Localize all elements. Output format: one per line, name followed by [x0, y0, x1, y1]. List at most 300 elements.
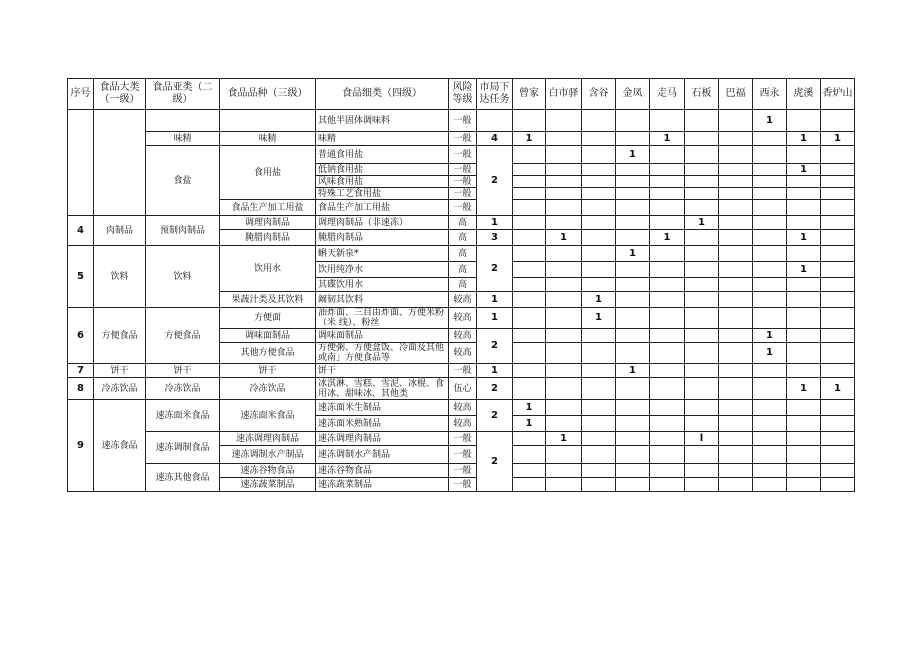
town-count-cell [787, 200, 821, 216]
risk-level-cell: 高 [449, 230, 477, 246]
town-count-cell [546, 308, 582, 329]
header-town: 走马 [650, 79, 685, 110]
category-l4-cell: 冰淇淋、雪糕、雪泥、冰棍、食用冰、甜味冰、其他类 [316, 378, 449, 400]
town-count-cell: 1 [513, 416, 546, 432]
town-count-cell [616, 110, 650, 132]
town-count-cell [719, 343, 753, 364]
risk-level-cell: 较高 [449, 400, 477, 416]
town-count-cell [582, 200, 616, 216]
town-count-cell [616, 378, 650, 400]
town-count-cell [650, 262, 685, 278]
category-l2-cell: 预制肉制品 [146, 216, 220, 246]
town-count-cell [753, 292, 787, 308]
category-l1-cell: 肉制品 [94, 216, 146, 246]
town-count-cell [513, 464, 546, 478]
town-count-cell [582, 110, 616, 132]
town-count-cell [787, 188, 821, 200]
risk-level-cell: 一般 [449, 446, 477, 464]
town-count-cell [787, 329, 821, 343]
town-count-cell [753, 278, 787, 292]
table-row [68, 432, 855, 446]
seq-cell: 5 [68, 246, 94, 308]
table-row [68, 132, 855, 146]
table-row [68, 464, 855, 478]
town-count-cell [787, 432, 821, 446]
town-count-cell [821, 329, 855, 343]
town-count-cell [719, 416, 753, 432]
risk-level-cell: 高 [449, 246, 477, 262]
category-l4-cell: 速冻面米生制品 [316, 400, 449, 416]
town-count-cell [753, 262, 787, 278]
town-count-cell [650, 308, 685, 329]
town-count-cell [513, 110, 546, 132]
town-count-cell [719, 110, 753, 132]
risk-level-cell: 一般 [449, 432, 477, 446]
town-count-cell: 1 [582, 292, 616, 308]
town-count-cell [787, 400, 821, 416]
risk-level-cell: 一般 [449, 200, 477, 216]
table-row [68, 400, 855, 416]
category-l4-cell: 速冻蔬菜制品 [316, 478, 449, 492]
town-count-cell [582, 132, 616, 146]
category-l3-cell: 速冻调理肉制品 [220, 432, 316, 446]
risk-level-cell: 较高 [449, 343, 477, 364]
town-count-cell [650, 292, 685, 308]
town-count-cell [582, 329, 616, 343]
town-count-cell [546, 416, 582, 432]
table-row [68, 308, 855, 329]
category-l3-cell: 其他方便食品 [220, 343, 316, 364]
town-count-cell [616, 132, 650, 146]
town-count-cell [719, 188, 753, 200]
town-count-cell [685, 464, 719, 478]
town-count-cell [513, 246, 546, 262]
category-l4-cell: 腌腊肉制品 [316, 230, 449, 246]
town-count-cell [787, 308, 821, 329]
category-l3-cell: 食用盐 [220, 146, 316, 200]
town-count-cell [582, 164, 616, 176]
category-l4-cell: 普通食用盐 [316, 146, 449, 164]
town-count-cell [513, 278, 546, 292]
town-count-cell [685, 378, 719, 400]
town-count-cell [685, 246, 719, 262]
town-count-cell [513, 329, 546, 343]
town-count-cell [616, 278, 650, 292]
town-count-cell [787, 292, 821, 308]
town-count-cell [546, 378, 582, 400]
town-count-cell: 1 [546, 230, 582, 246]
town-count-cell: 1 [753, 343, 787, 364]
town-count-cell [821, 343, 855, 364]
header-town: 金凤 [616, 79, 650, 110]
town-count-cell [685, 343, 719, 364]
town-count-cell [821, 364, 855, 378]
town-count-cell [719, 464, 753, 478]
category-l4-cell: 饮用纯净水 [316, 262, 449, 278]
town-count-cell [513, 200, 546, 216]
town-count-cell [513, 308, 546, 329]
town-count-cell [787, 146, 821, 164]
town-count-cell [685, 400, 719, 416]
town-count-cell: 1 [616, 246, 650, 262]
town-count-cell [546, 246, 582, 262]
town-count-cell [821, 278, 855, 292]
town-count-cell [685, 262, 719, 278]
town-count-cell [719, 230, 753, 246]
town-count-cell [753, 200, 787, 216]
town-count-cell [753, 246, 787, 262]
town-count-cell [650, 329, 685, 343]
town-count-cell [616, 176, 650, 188]
town-count-cell [753, 446, 787, 464]
category-l4-cell: 食品生产加工用盐 [316, 200, 449, 216]
town-count-cell [719, 364, 753, 378]
category-l3-cell: 速冻面米食品 [220, 400, 316, 432]
town-count-cell: 1 [616, 364, 650, 378]
category-l4-cell: 其他半固体调味料 [316, 110, 449, 132]
town-count-cell [513, 216, 546, 230]
food-sampling-task-table [67, 78, 855, 492]
risk-level-cell: 高 [449, 216, 477, 230]
town-count-cell [513, 146, 546, 164]
town-count-cell [582, 216, 616, 230]
header-category-l1: 食品大类（一级） [94, 79, 146, 110]
category-l4-cell: 速冻调理肉制品 [316, 432, 449, 446]
category-l4-cell: 风味食用盐 [316, 176, 449, 188]
table-row [68, 110, 855, 132]
town-count-cell [719, 308, 753, 329]
town-count-cell [616, 432, 650, 446]
town-count-cell [513, 446, 546, 464]
category-l1-cell: 饮料 [94, 246, 146, 308]
town-count-cell [685, 200, 719, 216]
risk-level-cell: 高 [449, 262, 477, 278]
category-l2-cell [146, 110, 220, 132]
task-count-cell: 2 [477, 329, 513, 364]
town-count-cell [719, 378, 753, 400]
town-count-cell [582, 446, 616, 464]
category-l4-cell: 油炸面、三目由炸面、方便米粉（米 线）、粉丝 [316, 308, 449, 329]
risk-level-cell: 较高 [449, 308, 477, 329]
task-count-cell [477, 110, 513, 132]
town-count-cell [685, 308, 719, 329]
town-count-cell [719, 478, 753, 492]
town-count-cell [753, 400, 787, 416]
risk-level-cell: 一般 [449, 478, 477, 492]
town-count-cell [650, 176, 685, 188]
town-count-cell [650, 200, 685, 216]
town-count-cell [753, 416, 787, 432]
category-l4-cell: 低钠食用盐 [316, 164, 449, 176]
category-l3-cell: 味精 [220, 132, 316, 146]
town-count-cell [685, 164, 719, 176]
category-l3-cell: 速冻蔬菜制品 [220, 478, 316, 492]
table-row [68, 246, 855, 262]
town-count-cell [650, 146, 685, 164]
town-count-cell [753, 378, 787, 400]
town-count-cell [719, 432, 753, 446]
town-count-cell [513, 432, 546, 446]
town-count-cell: 1 [787, 378, 821, 400]
town-count-cell [787, 278, 821, 292]
category-l4-cell: 调理肉制品（非速冻） [316, 216, 449, 230]
town-count-cell: 1 [546, 432, 582, 446]
town-count-cell: 1 [787, 230, 821, 246]
town-count-cell [821, 416, 855, 432]
town-count-cell [719, 200, 753, 216]
table-row [68, 378, 855, 400]
town-count-cell [546, 132, 582, 146]
town-count-cell [719, 176, 753, 188]
category-l4-cell: 饼干 [316, 364, 449, 378]
risk-level-cell: 一般 [449, 110, 477, 132]
town-count-cell [616, 416, 650, 432]
seq-cell: 8 [68, 378, 94, 400]
seq-cell: 9 [68, 400, 94, 492]
header-town: 香炉山 [821, 79, 855, 110]
town-count-cell [685, 446, 719, 464]
town-count-cell [582, 343, 616, 364]
town-count-cell [753, 146, 787, 164]
town-count-cell [650, 343, 685, 364]
town-count-cell [546, 329, 582, 343]
town-count-cell [821, 446, 855, 464]
town-count-cell [513, 176, 546, 188]
town-count-cell [753, 478, 787, 492]
town-count-cell [821, 110, 855, 132]
town-count-cell [582, 478, 616, 492]
town-count-cell [616, 329, 650, 343]
town-count-cell [753, 308, 787, 329]
risk-level-cell: 一般 [449, 364, 477, 378]
town-count-cell [546, 262, 582, 278]
town-count-cell [546, 446, 582, 464]
seq-cell [68, 110, 94, 216]
category-l4-cell: 味精 [316, 132, 449, 146]
town-count-cell [616, 216, 650, 230]
town-count-cell [582, 246, 616, 262]
town-count-cell [650, 278, 685, 292]
town-count-cell: 1 [787, 262, 821, 278]
town-count-cell: 1 [616, 146, 650, 164]
town-count-cell [719, 246, 753, 262]
town-count-cell [650, 216, 685, 230]
town-count-cell [546, 478, 582, 492]
town-count-cell [650, 110, 685, 132]
risk-level-cell: 一般 [449, 146, 477, 164]
header-category-l4: 食品细类（四级） [316, 79, 449, 110]
category-l2-cell: 速冻面米食品 [146, 400, 220, 432]
town-count-cell [821, 164, 855, 176]
town-count-cell [753, 364, 787, 378]
seq-cell: 4 [68, 216, 94, 246]
category-l2-cell: 饼干 [146, 364, 220, 378]
town-count-cell [513, 364, 546, 378]
category-l1-cell: 方便食品 [94, 308, 146, 364]
town-count-cell [546, 292, 582, 308]
town-count-cell [546, 464, 582, 478]
town-count-cell [719, 164, 753, 176]
town-count-cell [582, 464, 616, 478]
town-count-cell [685, 292, 719, 308]
town-count-cell [616, 308, 650, 329]
task-count-cell: 1 [477, 364, 513, 378]
town-count-cell: 1 [513, 132, 546, 146]
town-count-cell [616, 464, 650, 478]
category-l3-cell: 果蔬汁类及其饮料 [220, 292, 316, 308]
town-count-cell [685, 364, 719, 378]
header-town: 石板 [685, 79, 719, 110]
category-l3-cell: 饮用水 [220, 246, 316, 292]
town-count-cell [513, 378, 546, 400]
risk-level-cell: 较高 [449, 416, 477, 432]
category-l1-cell: 速冻食品 [94, 400, 146, 492]
category-l4-cell: 速冻调制水产制品 [316, 446, 449, 464]
category-l4-cell: 特殊工艺食用盐 [316, 188, 449, 200]
town-count-cell [685, 416, 719, 432]
task-count-cell: 2 [477, 432, 513, 492]
town-count-cell: 1 [513, 400, 546, 416]
table-header-row [68, 79, 855, 110]
town-count-cell [821, 308, 855, 329]
category-l3-cell: 腌腊肉制品 [220, 230, 316, 246]
town-count-cell [616, 230, 650, 246]
header-town: 巴福 [719, 79, 753, 110]
town-count-cell [787, 343, 821, 364]
table-row [68, 364, 855, 378]
town-count-cell [821, 464, 855, 478]
category-l3-cell: 速冻谷物食品 [220, 464, 316, 478]
town-count-cell [650, 432, 685, 446]
town-count-cell: 1 [753, 110, 787, 132]
seq-cell: 7 [68, 364, 94, 378]
category-l2-cell: 速冻其他食品 [146, 464, 220, 492]
risk-level-cell: 一般 [449, 176, 477, 188]
category-l3-cell [220, 110, 316, 132]
town-count-cell [546, 400, 582, 416]
category-l3-cell: 调理肉制品 [220, 216, 316, 230]
town-count-cell [582, 432, 616, 446]
header-town: 西永 [753, 79, 787, 110]
town-count-cell [787, 478, 821, 492]
town-count-cell [719, 400, 753, 416]
category-l3-cell: 食品生产加工用盐 [220, 200, 316, 216]
task-count-cell: 4 [477, 132, 513, 146]
town-count-cell [787, 110, 821, 132]
category-l3-cell: 饼干 [220, 364, 316, 378]
town-count-cell [546, 278, 582, 292]
town-count-cell: 1 [753, 329, 787, 343]
risk-level-cell: 一般 [449, 164, 477, 176]
town-count-cell: 1 [650, 132, 685, 146]
town-count-cell [513, 292, 546, 308]
category-l3-cell: 方便面 [220, 308, 316, 329]
town-count-cell [616, 188, 650, 200]
town-count-cell [546, 216, 582, 230]
town-count-cell: 1 [650, 230, 685, 246]
town-count-cell [650, 478, 685, 492]
category-l4-cell: 速冻谷物食品 [316, 464, 449, 478]
category-l2-cell: 饮料 [146, 246, 220, 308]
category-l4-cell: 速冻面米熟制品 [316, 416, 449, 432]
town-count-cell: 1 [787, 164, 821, 176]
category-l2-cell: 味精 [146, 132, 220, 146]
town-count-cell [650, 464, 685, 478]
town-count-cell [650, 164, 685, 176]
risk-level-cell: 较高 [449, 292, 477, 308]
town-count-cell [787, 364, 821, 378]
town-count-cell [616, 343, 650, 364]
town-count-cell [616, 262, 650, 278]
header-town: 虎溪 [787, 79, 821, 110]
category-l4-cell: 调味面制品 [316, 329, 449, 343]
category-l2-cell: 食盐 [146, 146, 220, 216]
town-count-cell [513, 164, 546, 176]
town-count-cell [753, 464, 787, 478]
town-count-cell [685, 329, 719, 343]
town-count-cell [685, 278, 719, 292]
category-l2-cell: 速冻调制食品 [146, 432, 220, 464]
town-count-cell [821, 292, 855, 308]
town-count-cell [650, 364, 685, 378]
town-count-cell [513, 478, 546, 492]
header-town: 白市驿 [546, 79, 582, 110]
town-count-cell [787, 176, 821, 188]
category-l3-cell: 调味面制品 [220, 329, 316, 343]
town-count-cell [616, 400, 650, 416]
town-count-cell [650, 246, 685, 262]
town-count-cell [787, 216, 821, 230]
category-l2-cell: 方便食品 [146, 308, 220, 364]
town-count-cell [616, 478, 650, 492]
town-count-cell [616, 200, 650, 216]
town-count-cell [821, 176, 855, 188]
town-count-cell [513, 262, 546, 278]
town-count-cell [685, 188, 719, 200]
header-category-l3: 食品品种（三级） [220, 79, 316, 110]
category-l2-cell: 冷冻饮品 [146, 378, 220, 400]
town-count-cell [821, 146, 855, 164]
town-count-cell [685, 230, 719, 246]
town-count-cell [719, 278, 753, 292]
task-count-cell: 1 [477, 292, 513, 308]
town-count-cell [787, 416, 821, 432]
town-count-cell [582, 364, 616, 378]
town-count-cell [719, 262, 753, 278]
header-risk-level: 风险等级 [449, 79, 477, 110]
town-count-cell [821, 262, 855, 278]
town-count-cell [582, 146, 616, 164]
header-category-l2: 食品亚类（二级） [146, 79, 220, 110]
town-count-cell [650, 378, 685, 400]
header-town: 曾家 [513, 79, 546, 110]
town-count-cell [582, 262, 616, 278]
category-l3-cell: 冷冻饮品 [220, 378, 316, 400]
seq-cell: 6 [68, 308, 94, 364]
risk-level-cell: 较高 [449, 329, 477, 343]
risk-level-cell: 伍心 [449, 378, 477, 400]
town-count-cell [753, 188, 787, 200]
town-count-cell [719, 446, 753, 464]
task-count-cell: 3 [477, 230, 513, 246]
town-count-cell [650, 400, 685, 416]
town-count-cell [582, 278, 616, 292]
town-count-cell [821, 230, 855, 246]
town-count-cell [546, 146, 582, 164]
town-count-cell [685, 146, 719, 164]
town-count-cell [582, 188, 616, 200]
town-count-cell [546, 343, 582, 364]
